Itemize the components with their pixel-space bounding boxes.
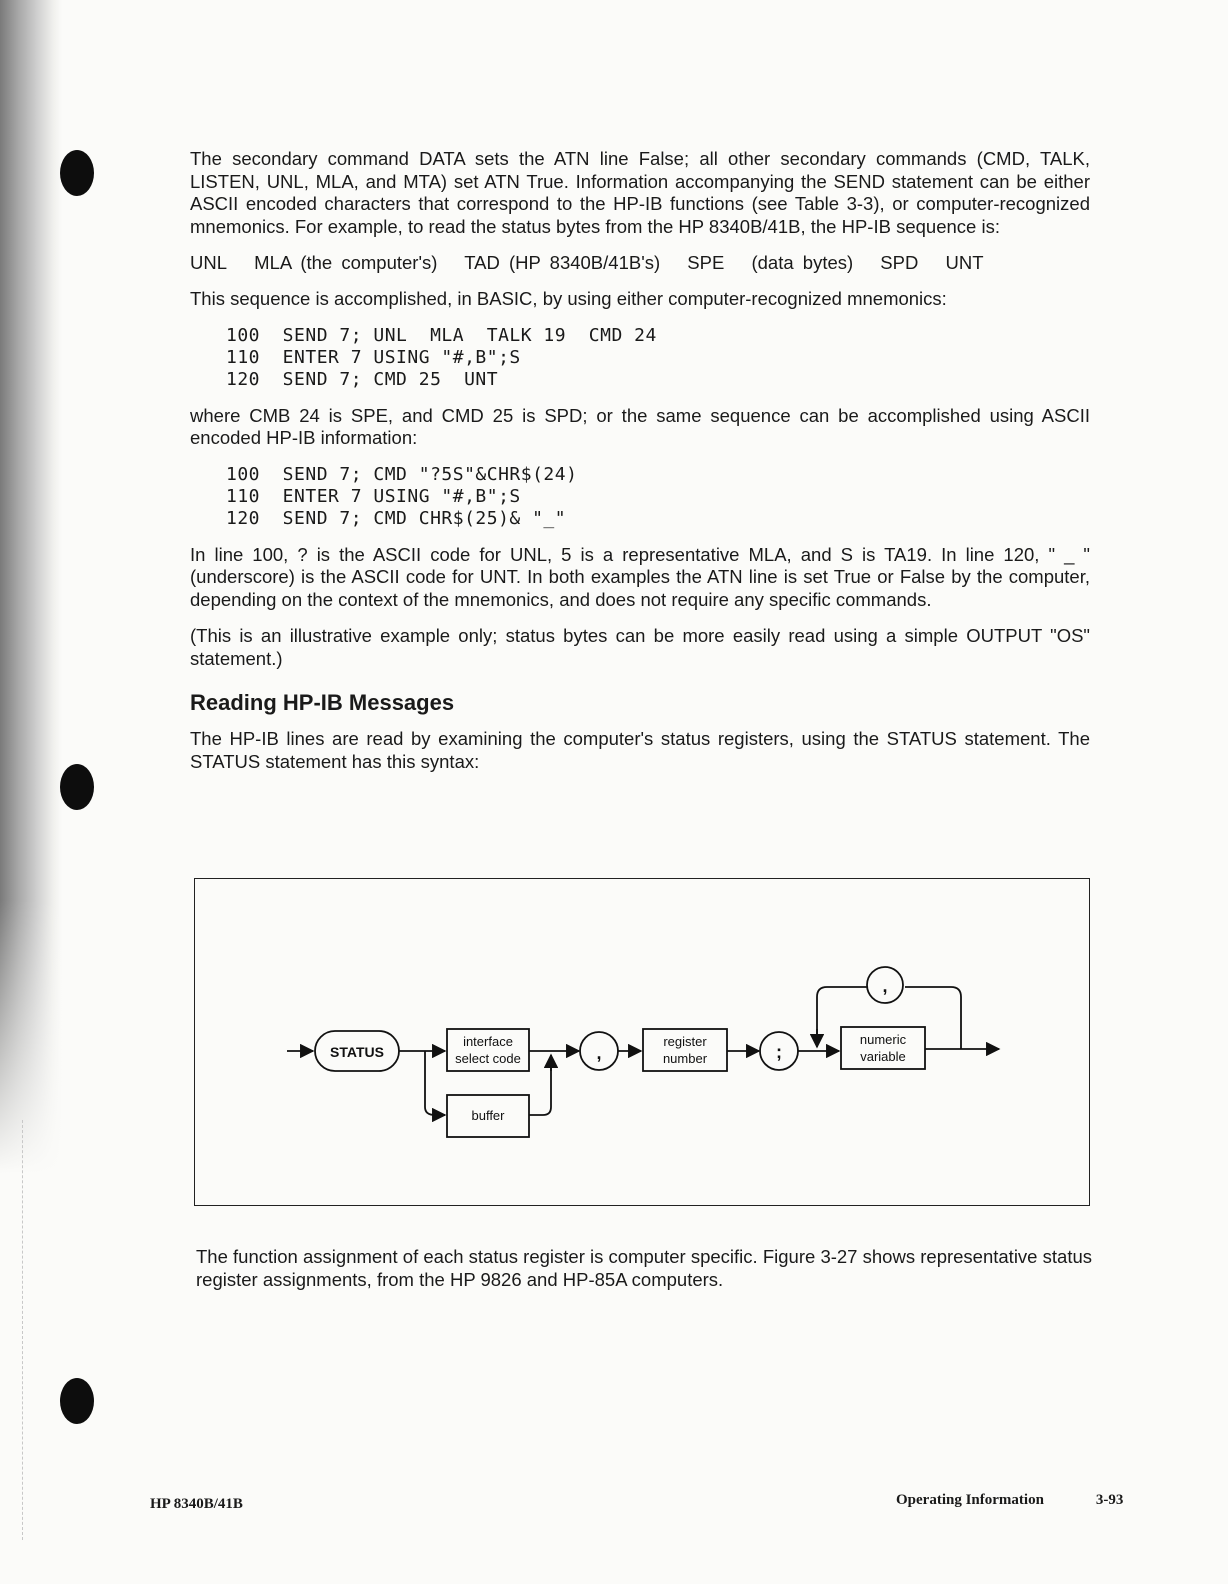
margin-line (22, 1120, 24, 1540)
loop-comma-label: , (882, 976, 888, 996)
main-content (190, 148, 1090, 787)
buffer-branch-line (425, 1051, 445, 1115)
code-line: 100 SEND 7; CMD "?5S"&CHR$(24) (226, 463, 578, 485)
syntax-diagram-svg (195, 879, 1088, 1204)
paragraph-line-explanation: In line 100, ? is the ASCII code for UNL, 5 is a representative MLA, and S is TA19. In line 120, " _ " (underscore) is the ASCII code for UNT. In both examples the ATN line is set True or False by the computer, depending on the context of the mnemonics, and does not require any specific commands. (190, 543, 1090, 610)
punch-hole-middle (60, 764, 94, 810)
code-line: 110 ENTER 7 USING "#,B";S (226, 485, 521, 507)
binding-fade (0, 900, 62, 1584)
footer-section (896, 1492, 1123, 1509)
interface-label: interface (463, 1034, 513, 1049)
paragraph-secondary-commands: The secondary command DATA sets the ATN line False; all other secondary commands (CMD, TALK, LISTEN, UNL, MLA, and MTA) set ATN True. Information accompanying the SEND statement can be either ASCII encoded characters that correspond to the HP-IB functions (see Table 3-3), or computer-recognized mnemonics. For example, to read the status bytes from the HP 8340B/41B, the HP-IB sequence is: (190, 148, 1090, 237)
comma-label: , (596, 1043, 602, 1063)
paragraph-basic-mnemonics: This sequence is accomplished, in BASIC, by using either computer-recognized mnemonics: (190, 288, 947, 309)
select-code-label: select code (455, 1051, 521, 1066)
paragraph-illustrative-note: (This is an illustrative example only; status bytes can be more easily read using a simple OUTPUT "OS" statement.) (190, 625, 1090, 669)
footer-model: HP 8340B/41B (150, 1496, 243, 1512)
code-line: 100 SEND 7; UNL MLA TALK 19 CMD 24 (226, 324, 657, 346)
seq-item: UNT (945, 252, 984, 273)
code-block-mnemonics (226, 325, 1090, 391)
seq-item: SPE (687, 252, 725, 273)
code-line: 120 SEND 7; CMD 25 UNT (226, 368, 499, 390)
hpib-sequence (190, 252, 1090, 274)
seq-item: (data bytes) (751, 252, 854, 273)
seq-item: SPD (880, 252, 919, 273)
buffer-return-line (529, 1059, 551, 1115)
footer-section-title: Operating Information (896, 1492, 1044, 1508)
code-line: 120 SEND 7; CMD CHR$(25)& "_" (226, 507, 567, 529)
loop-line-right (905, 987, 961, 1049)
page-number: 3-93 (1095, 1492, 1124, 1508)
punch-hole-bottom (60, 1378, 94, 1424)
paragraph-function-assignment: The function assignment of each status register is computer specific. Figure 3-27 shows representative status register assignments, from the HP 9826 and HP-85A computers. (196, 1246, 1092, 1290)
paragraph-ascii-encoded: where CMB 24 is SPE, and CMD 25 is SPD; or the same sequence can be accomplished using ASCII encoded HP-IB information: (190, 404, 1090, 448)
status-label: STATUS (330, 1044, 384, 1060)
syntax-diagram (194, 878, 1090, 1206)
section-heading: Reading HP-IB Messages (190, 690, 455, 715)
seq-item: MLA (the computer's) (254, 252, 438, 273)
code-line: 110 ENTER 7 USING "#,B";S (226, 346, 521, 368)
buffer-label: buffer (471, 1108, 505, 1123)
seq-item: TAD (HP 8340B/41B's) (464, 252, 661, 273)
punch-hole-top (60, 150, 94, 196)
seq-item: UNL (190, 252, 228, 273)
register-label: register (663, 1034, 707, 1049)
code-block-ascii (226, 464, 1090, 530)
paragraph-status-registers: The HP-IB lines are read by examining the computer's status registers, using the STATUS statement. The STATUS statement has this syntax: (190, 728, 1090, 772)
after-diagram-content (196, 1246, 1092, 1305)
semicolon-label: ; (776, 1042, 782, 1062)
variable-label: variable (860, 1049, 906, 1064)
number-label: number (662, 1051, 708, 1066)
numeric-label: numeric (859, 1032, 907, 1047)
